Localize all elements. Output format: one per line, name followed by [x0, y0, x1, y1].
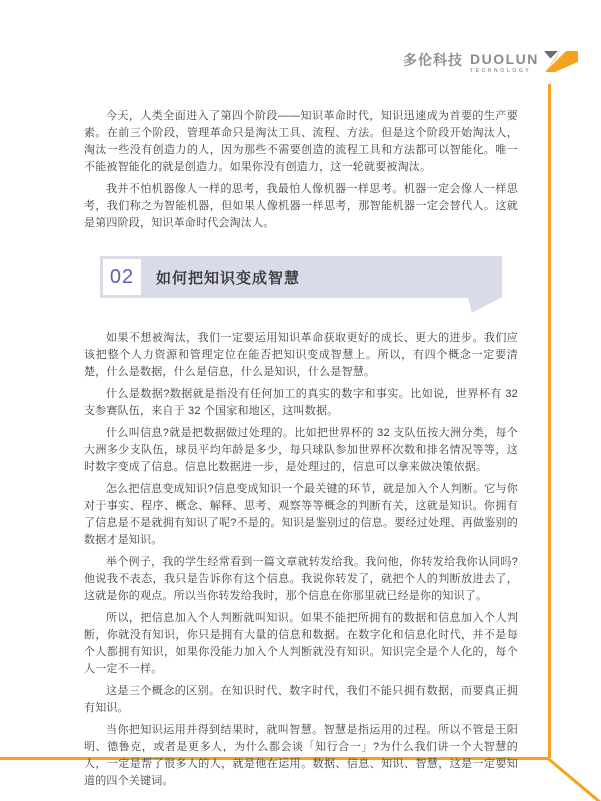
content-area [84, 108, 518, 795]
banner-tail-shape [468, 298, 500, 313]
logo [403, 50, 578, 74]
body-paragraph: 我并不怕机器像人一样的思考，我最怕人像机器一样思考。机器一定会像人一样思考，我们称之为智能机器，但如果人像机器一样思考，那智能机器一定会替代人。这就是第四阶段，知识革命时代会淘汰人。 [84, 183, 518, 229]
body-paragraph: 怎么把信息变成知识?信息变成知识一个最关键的环节，就是加入个人判断。它与你对于事实、程序、概念、解释、思考、观察等等概念的判断有关，这就是知识。你拥有了信息是不是就拥有知识了呢?不是的。知识是鉴别过的信息。要经过处理、再做鉴别的数据才是知识。 [84, 483, 518, 546]
section-number-badge [103, 259, 141, 295]
section-title: 如何把知识变成智慧 [156, 269, 301, 287]
section-number: 02 [109, 265, 135, 288]
body-paragraph: 什么是数据?数据就是指没有任何加工的真实的数字和事实。比如说，世界杯有 32 支参赛队伍，来自于 32 个国家和地区，这叫数据。 [84, 388, 518, 417]
body-paragraph: 所以，把信息加入个人判断就叫知识。如果不能把所拥有的数据和信息加入个人判断，你就没有知识，你只是拥有大量的信息和数据。在数字化和信息化时代，并不是每个人都拥有知识，如果你没能力加入个人判断就没有知识。知识完全是个人化的，每个人一定不一样。 [84, 612, 518, 675]
body-paragraph: 今天，人类全面进入了第四个阶段——知识革命时代，知识迅速成为首要的生产要素。在前三个阶段，管理革命只是淘汰工具、流程、方法。但是这个阶段开始淘汰人，淘汰一些没有创造力的人，因为那些不需要创造的流程工具和方法都可以智能化。唯一不能被智能化的就是创造力。如果你没有创造力，这一轮就要被淘汰。 [84, 110, 518, 173]
right-border-line [548, 84, 551, 758]
logo-cn-text: 多伦科技 [403, 52, 463, 68]
logo-arrow-icon [544, 50, 578, 73]
logo-tagline-text: TECHNOLOGY [470, 68, 532, 74]
body-paragraph: 这是三个概念的区别。在知识时代、数字时代，我们不能只拥有数据，而要真正拥有知识。 [84, 685, 518, 714]
body-paragraph: 举个例子，我的学生经常看到一篇文章就转发给我。我问他，你转发给我你认同吗?他说我不表态，我只是告诉你有这个信息。我说你转发了，就把个人的判断放进去了，这就是你的观点。所以当你转发给我时，那个信息在你那里就已经是你的知识了。 [84, 556, 518, 602]
logo-en-block [470, 52, 539, 74]
body-paragraph: 什么叫信息?就是把数据做过处理的。比如把世界杯的 32 支队伍按大洲分类，每个大洲多少支队伍，球员平均年龄是多少，每只球队参加世界杯次数和排名情况等等，这时数字变成了信息。信息比数据进一步，是处理过的，信息可以拿来做决策依据。 [84, 427, 518, 473]
body-paragraph: 当你把知识运用并得到结果时，就叫智慧。智慧是指运用的过程。所以不管是王阳明、德鲁克，或者是更多人，为什么都会谈「知行合一」?为什么我们讲一个大智慧的人，一定是帮了很多人的人，就是他在运用。数据、信息、知识、智慧，这是一定要知道的四个关键词。 [84, 724, 518, 787]
body-paragraph: 如果不想被淘汰，我们一定要运用知识革命获取更好的成长、更大的进步。我们应该把整个人力资源和管理定位在能否把知识变成智慧上。所以，有四个概念一定要清楚，什么是数据，什么是信息，什么是知识，什么是智慧。 [84, 332, 518, 378]
section-banner [100, 256, 502, 298]
corner-diagonal-line [547, 757, 601, 801]
logo-en-text: DUOLUN [470, 51, 539, 67]
